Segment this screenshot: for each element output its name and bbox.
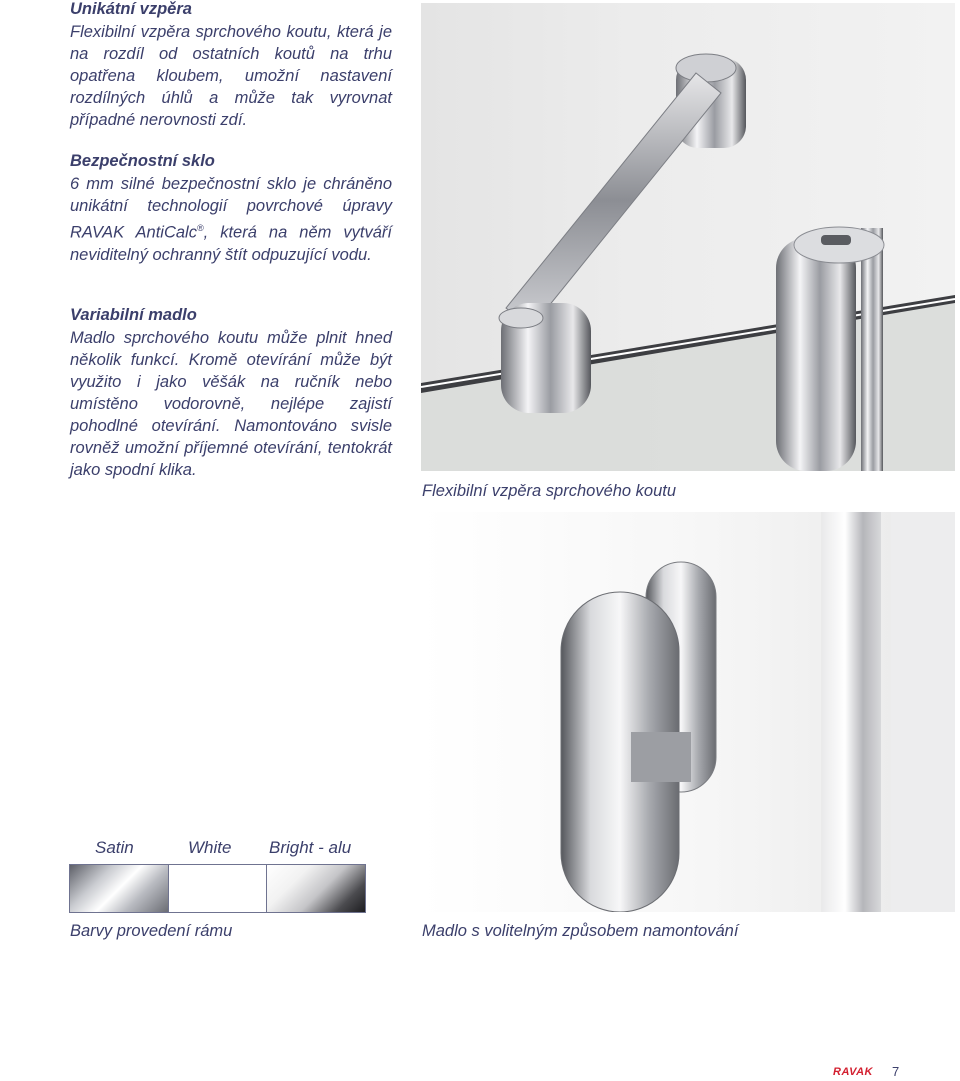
section-heading: Bezpečnostní sklo <box>70 152 215 170</box>
ravak-logo: RAVAK <box>833 1066 873 1078</box>
frame-color-swatches <box>69 864 366 913</box>
swatch-label-satin: Satin <box>95 838 134 857</box>
section-text <box>70 173 392 266</box>
strut-illustration <box>421 3 955 471</box>
strut-photo <box>421 3 955 471</box>
section-heading: Unikátní vzpěra <box>70 0 192 18</box>
handle-photo <box>421 512 955 912</box>
handle-photo-caption: Madlo s volitelným způsobem namontování <box>422 922 739 940</box>
page-number: 7 <box>892 1064 900 1079</box>
swatch-label-bright-alu: Bright - alu <box>269 838 352 857</box>
section-handle <box>70 306 392 481</box>
section-text-end: , která na něm vytváří neviditelný ochranný štít odpuzující vodu. <box>70 223 392 264</box>
section-glass <box>70 152 392 266</box>
swatch-label-white: White <box>188 838 232 857</box>
section-heading: Variabilní madlo <box>70 306 197 324</box>
swatch-bright-alu <box>267 865 365 912</box>
strut-photo-caption: Flexibilní vzpěra sprchového koutu <box>422 482 677 500</box>
section-text: Madlo sprchového koutu může plnit hned několik funkcí. Kromě otevírání může být využito i jako věšák na ručník nebo umístěno vodorovně, nejlépe zajistí pohodlné otevírání. Namontováno svisle rovněž umožní příjemné otevírání, tentokrát jako spodní klika. <box>70 329 392 479</box>
section-strut <box>70 0 392 131</box>
swatch-white <box>169 865 268 912</box>
section-text-start: 6 mm silné bezpečnostní sklo je chráněno unikátní technologií povrchové úpravy RAVAK AntiCalc <box>70 175 392 242</box>
swatch-satin <box>70 865 169 912</box>
handle-illustration <box>421 512 955 912</box>
registered-mark: ® <box>196 223 204 233</box>
frame-colors-caption: Barvy provedení rámu <box>70 922 233 940</box>
section-text: Flexibilní vzpěra sprchového koutu, která je na rozdíl od ostatních koutů na trhu opatřena kloubem, umožní nastavení rozdílných úhlů a může tak vyrovnat případné nerovnosti zdí. <box>70 23 392 129</box>
